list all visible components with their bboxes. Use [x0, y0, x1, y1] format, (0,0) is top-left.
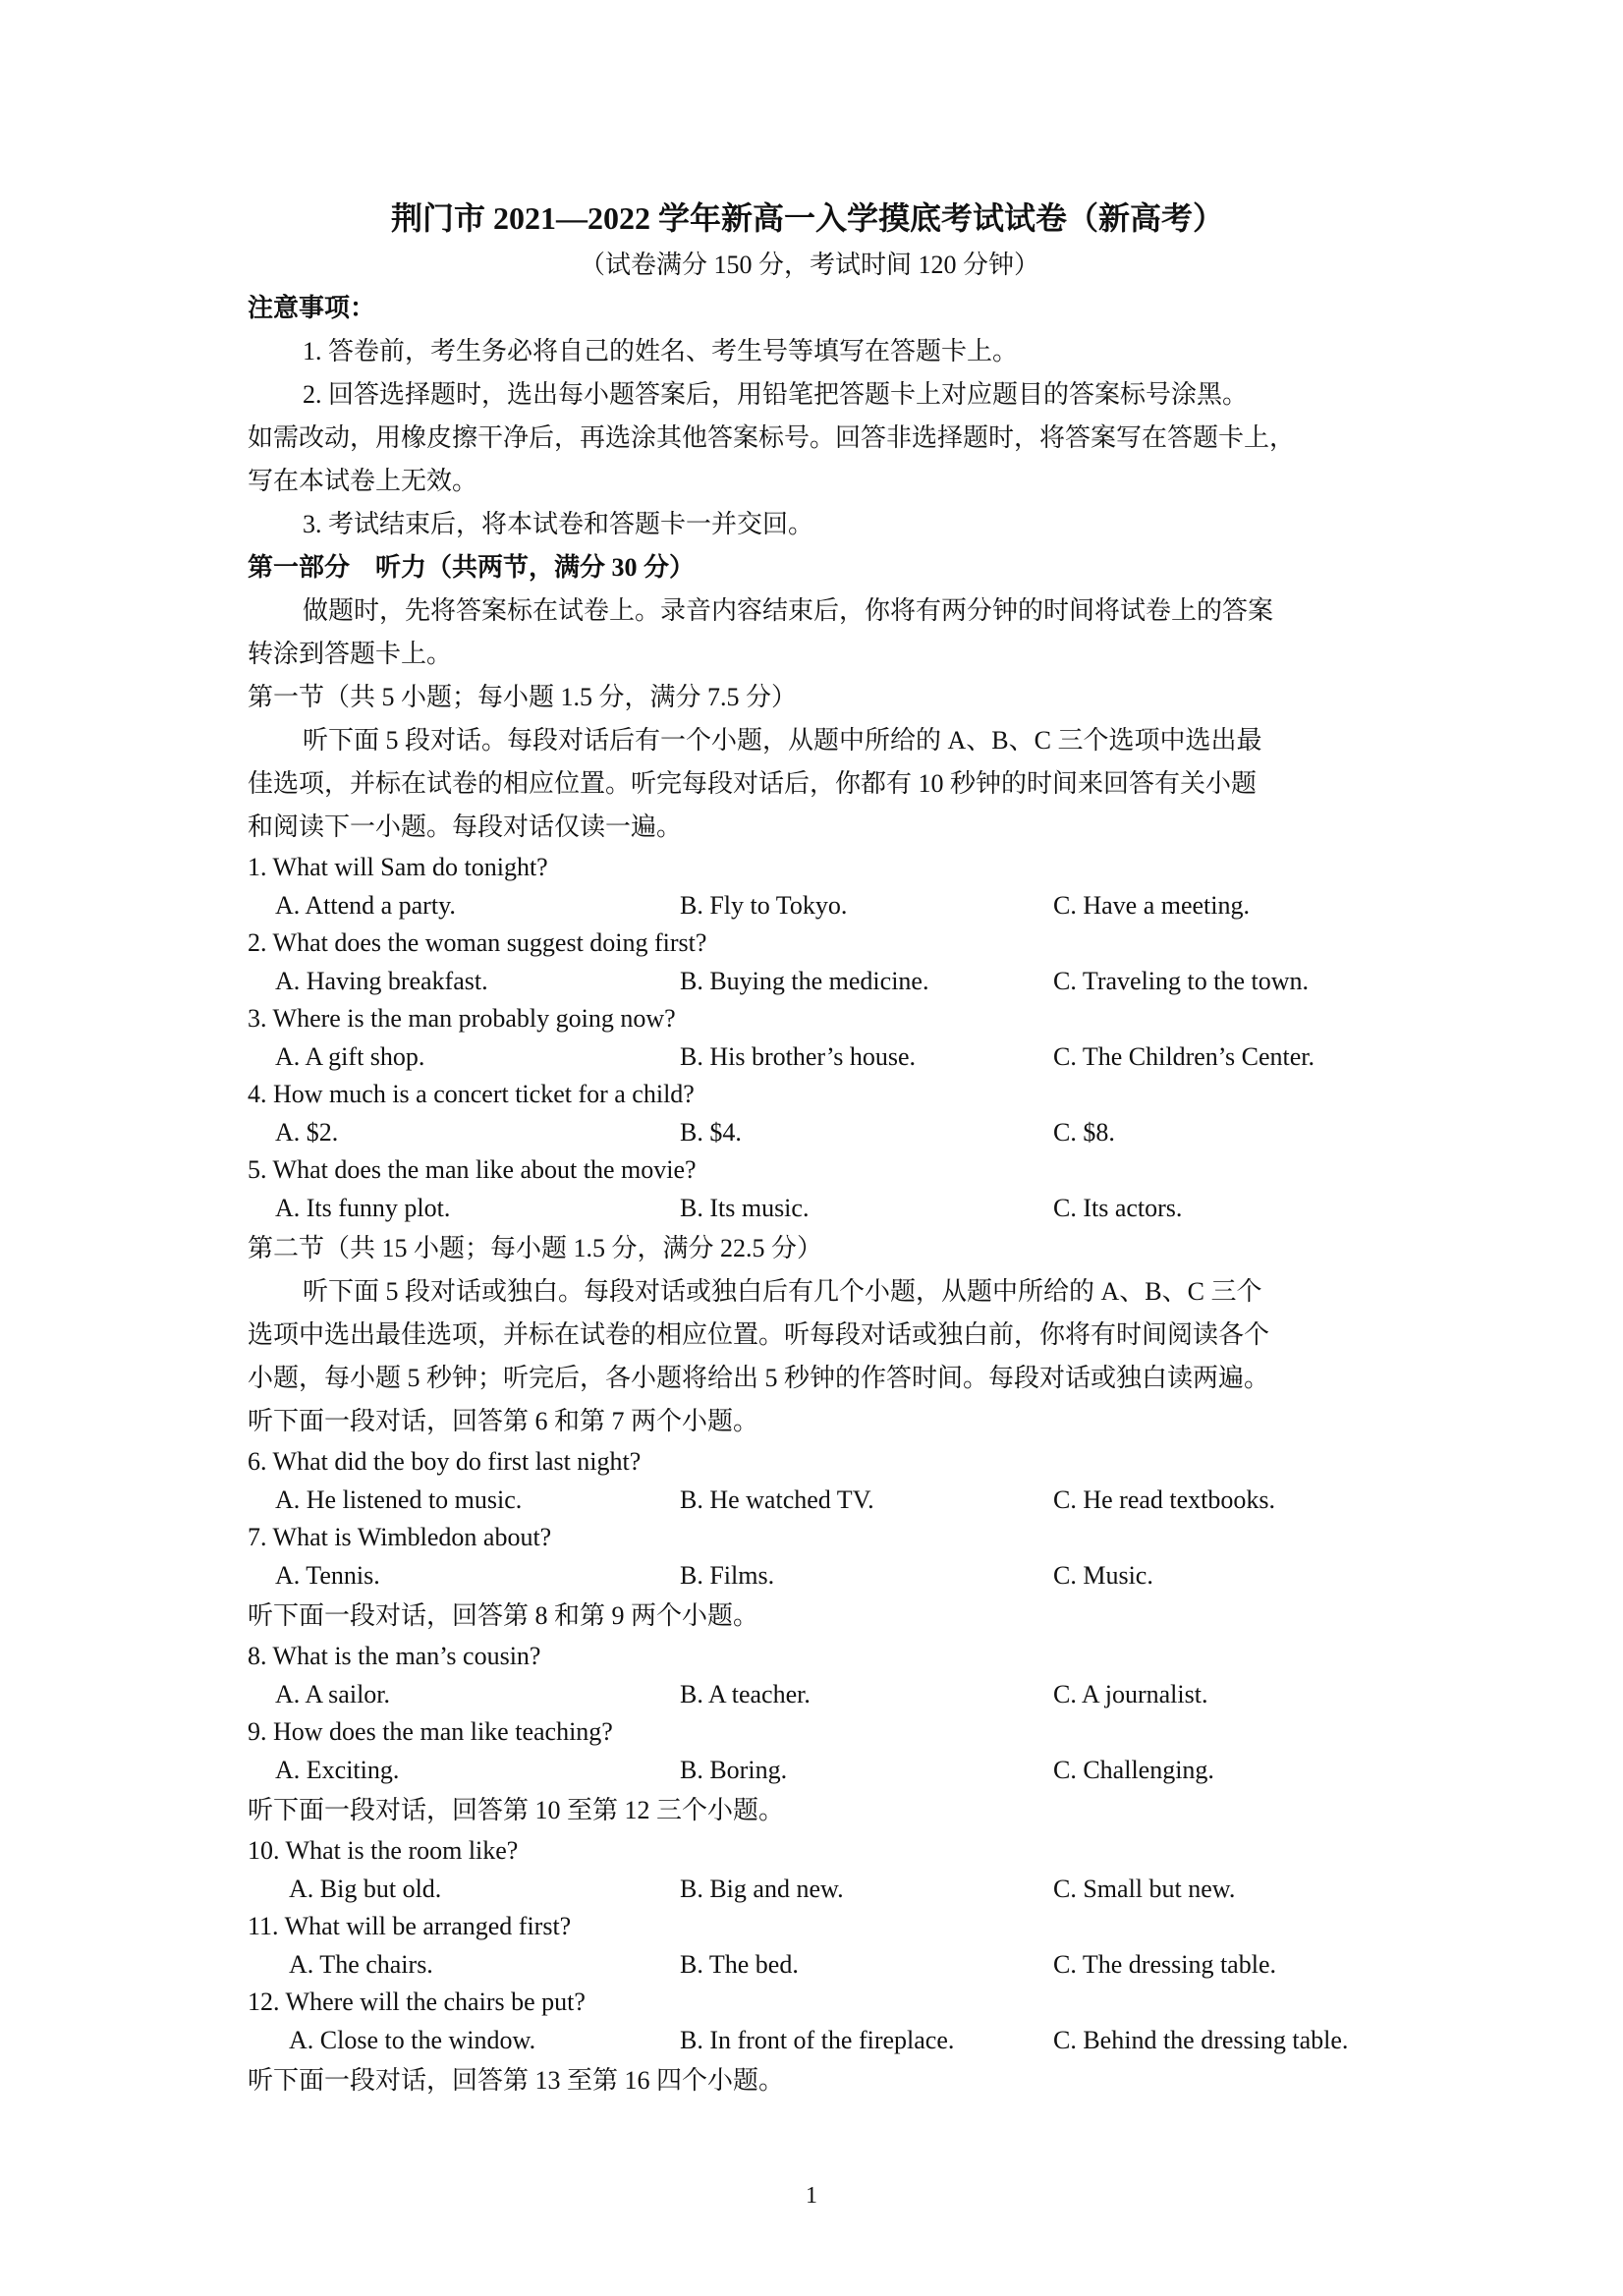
question-options [248, 1752, 1387, 1790]
notice-line: 1. 答卷前，考生务必将自己的姓名、考生号等填写在答题卡上。 [303, 337, 1019, 365]
option-a: A. A gift shop. [275, 1041, 425, 1071]
question-options [248, 1038, 1387, 1077]
section1-heading: 第一节（共 5 小题；每小题 1.5 分，满分 7.5 分） [248, 683, 798, 711]
option-c: C. Traveling to the town. [1053, 966, 1310, 995]
option-c: C. A journalist. [1053, 1679, 1208, 1708]
exam-page [248, 193, 1387, 2102]
option-a: A. Attend a party. [275, 890, 456, 920]
part1-intro-line: 做题时，先将答案标在试卷上。录音内容结束后，你将有两分钟的时间将试卷上的答案 [303, 596, 1274, 625]
question-options [248, 887, 1387, 925]
option-a: A. The chairs. [289, 1949, 433, 1979]
option-b: B. The bed. [680, 1949, 799, 1979]
option-b: B. Boring. [680, 1755, 788, 1784]
option-b: B. $4. [680, 1117, 742, 1147]
section2-heading: 第二节（共 15 小题；每小题 1.5 分，满分 22.5 分） [248, 1234, 823, 1262]
notice-line: 3. 考试结束后，将本试卷和答题卡一并交回。 [303, 510, 814, 538]
option-c: C. Its actors. [1053, 1193, 1183, 1222]
notice-heading: 注意事项： [248, 294, 376, 322]
question-options [248, 1676, 1387, 1714]
option-a: A. Close to the window. [289, 2025, 536, 2054]
option-b: B. Its music. [680, 1193, 810, 1222]
option-b: B. He watched TV. [680, 1484, 874, 1514]
option-a: A. $2. [275, 1117, 339, 1147]
option-c: C. $8. [1053, 1117, 1115, 1147]
question-text: 12. Where will the chairs be put? [248, 1988, 586, 2016]
question-text: 3. Where is the man probably going now? [248, 1004, 676, 1033]
question-options [248, 2022, 1387, 2060]
notice-line: 2. 回答选择题时，选出每小题答案后，用铅笔把答题卡上对应题目的答案标号涂黑。 [303, 380, 1249, 409]
option-a: A. A sailor. [275, 1679, 391, 1708]
part1-heading: 第一部分 听力（共两节，满分 30 分） [248, 553, 696, 582]
page-number: 1 [806, 2183, 817, 2209]
question-options [248, 1946, 1387, 1985]
option-c: C. The Children’s Center. [1053, 1041, 1315, 1071]
dialog-instruction: 听下面一段对话，回答第 10 至第 12 三个小题。 [248, 1796, 785, 1824]
option-c: C. The dressing table. [1053, 1949, 1276, 1979]
section1-intro-line: 和阅读下一小题。每段对话仅读一遍。 [248, 812, 683, 841]
option-c: C. Have a meeting. [1053, 890, 1250, 920]
option-b: B. Big and new. [680, 1874, 844, 1903]
page-subtitle: （试卷满分 150 分，考试时间 120 分钟） [579, 251, 1039, 279]
section2-intro-line: 选项中选出最佳选项，并标在试卷的相应位置。听每段对话或独白前，你将有时间阅读各个 [248, 1320, 1270, 1349]
option-b: B. A teacher. [680, 1679, 811, 1708]
part1-intro-line: 转涂到答题卡上。 [248, 640, 453, 668]
notice-line: 如需改动，用橡皮擦干净后，再选涂其他答案标号。回答非选择题时，将答案写在答题卡上， [248, 423, 1296, 452]
option-b: B. Buying the medicine. [680, 966, 929, 995]
option-b: B. Fly to Tokyo. [680, 890, 848, 920]
option-a: A. He listened to music. [275, 1484, 523, 1514]
option-b: B. Films. [680, 1560, 775, 1590]
question-text: 6. What did the boy do first last night? [248, 1447, 642, 1476]
question-options [248, 1871, 1387, 1909]
question-options [248, 963, 1387, 1001]
question-options [248, 1482, 1387, 1520]
question-text: 2. What does the woman suggest doing first? [248, 928, 707, 957]
question-text: 4. How much is a concert ticket for a child? [248, 1080, 695, 1108]
option-b: B. In front of the fireplace. [680, 2025, 955, 2054]
notice-line: 写在本试卷上无效。 [248, 467, 478, 495]
dialog-instruction: 听下面一段对话，回答第 6 和第 7 两个小题。 [248, 1407, 759, 1435]
question-options [248, 1557, 1387, 1596]
dialog-instruction: 听下面一段对话，回答第 8 和第 9 两个小题。 [248, 1601, 759, 1630]
question-options [248, 1190, 1387, 1228]
section1-intro-line: 听下面 5 段对话。每段对话后有一个小题，从题中所给的 A、B、C 三个选项中选出最 [303, 726, 1262, 755]
option-c: C. Small but new. [1053, 1874, 1236, 1903]
option-a: A. Big but old. [289, 1874, 442, 1903]
option-a: A. Its funny plot. [275, 1193, 451, 1222]
question-text: 7. What is Wimbledon about? [248, 1523, 552, 1551]
section2-intro-line: 小题，每小题 5 秒钟；听完后，各小题将给出 5 秒钟的作答时间。每段对话或独白读两遍。 [248, 1364, 1270, 1392]
dialog-instruction: 听下面一段对话，回答第 13 至第 16 四个小题。 [248, 2066, 785, 2095]
page-title: 荆门市 2021—2022 学年新高一入学摸底考试试卷（新高考） [390, 200, 1224, 236]
option-b: B. His brother’s house. [680, 1041, 917, 1071]
option-c: C. Music. [1053, 1560, 1153, 1590]
option-a: A. Tennis. [275, 1560, 380, 1590]
option-c: C. Challenging. [1053, 1755, 1214, 1784]
section1-intro-line: 佳选项，并标在试卷的相应位置。听完每段对话后，你都有 10 秒钟的时间来回答有关小题 [248, 769, 1258, 798]
question-text: 10. What is the room like? [248, 1836, 519, 1865]
question-text: 8. What is the man’s cousin? [248, 1642, 541, 1670]
section2-intro-line: 听下面 5 段对话或独白。每段对话或独白后有几个小题，从题中所给的 A、B、C 三个 [303, 1277, 1262, 1306]
option-c: C. Behind the dressing table. [1053, 2025, 1349, 2054]
option-c: C. He read textbooks. [1053, 1484, 1276, 1514]
question-text: 9. How does the man like teaching? [248, 1717, 613, 1746]
question-options [248, 1114, 1387, 1152]
question-text: 5. What does the man like about the movie? [248, 1155, 697, 1184]
question-text: 1. What will Sam do tonight? [248, 853, 548, 881]
option-a: A. Having breakfast. [275, 966, 488, 995]
option-a: A. Exciting. [275, 1755, 400, 1784]
question-text: 11. What will be arranged first? [248, 1912, 572, 1940]
